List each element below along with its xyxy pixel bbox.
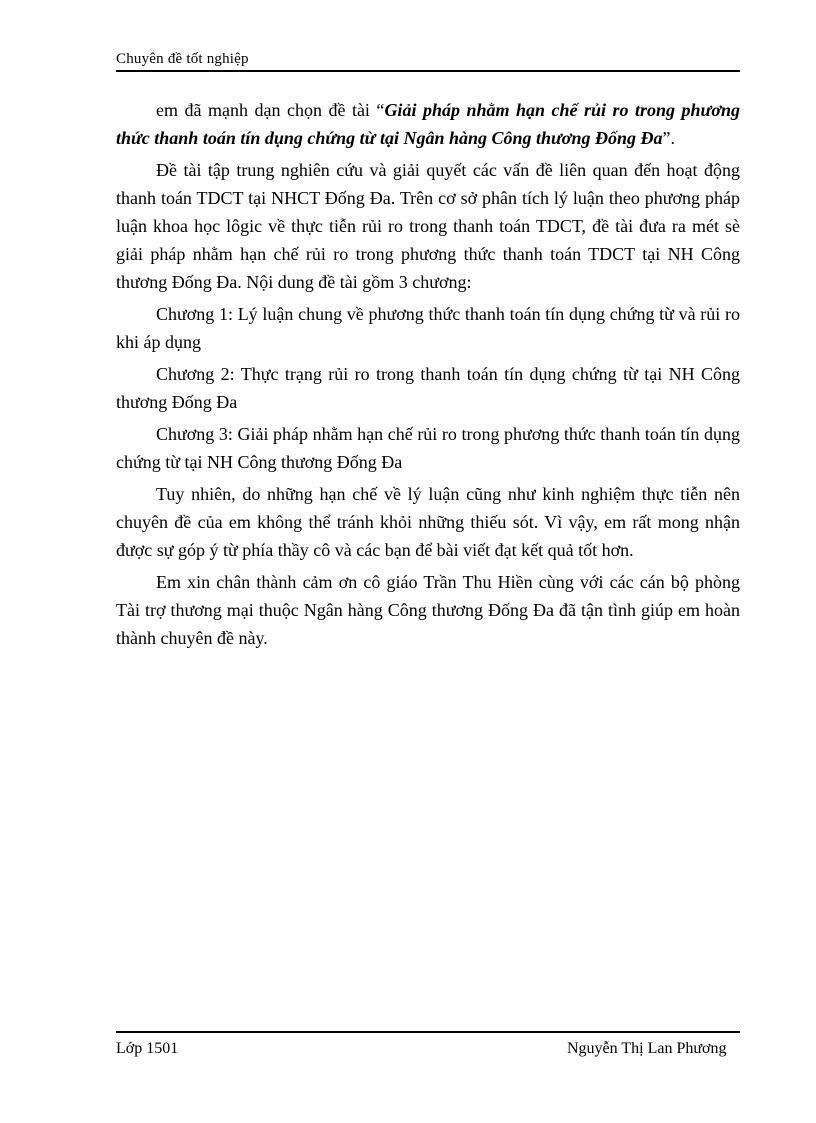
footer-class-label: Lớp 1501: [116, 1040, 179, 1057]
thesis-title: Giải pháp nhằm hạn chế rủi ro trong phương thức thanh toán tín dụng chứng từ tại Ngân hàng Công thương Đống Đa: [116, 100, 740, 148]
intro-text-after: ”.: [662, 128, 675, 148]
paragraph-chapter-1: Chương 1: Lý luận chung về phương thức thanh toán tín dụng chứng từ và rủi ro khi áp dụng: [116, 304, 740, 352]
page-footer: [116, 1031, 740, 1057]
paragraph-chapter-3: Chương 3: Giải pháp nhằm hạn chế rủi ro trong phương thức thanh toán tín dụng chứng từ tại NH Công thương Đống Đa: [116, 424, 740, 472]
header-title: Chuyên đề tốt nghiệp: [116, 51, 249, 67]
footer-author: Nguyễn Thị Lan Phương: [567, 1040, 727, 1057]
paragraph-acknowledgement: Em xin chân thành cảm ơn cô giáo Trần Thu Hiền cùng với các cán bộ phòng Tài trợ thương mại thuộc Ngân hàng Công thương Đống Đa đã tận tình giúp em hoàn thành chuyên đề này.: [116, 572, 740, 648]
page-header: [116, 48, 740, 72]
intro-text-before: em đã mạnh dạn chọn đề tài “: [156, 100, 385, 120]
paragraph-chapter-2: Chương 2: Thực trạng rủi ro trong thanh toán tín dụng chứng từ tại NH Công thương Đống Đa: [116, 364, 740, 412]
footer-author-block: [116, 1038, 740, 1060]
paragraph-overview: Đề tài tập trung nghiên cứu và giải quyết các vấn đề liên quan đến hoạt động thanh toán TDCT tại NHCT Đống Đa. Trên cơ sở phân tích lý luận theo phương pháp luận khoa học lôgic về thực tiễn rủi ro trong thanh toán TDCT, đề tài đưa ra mét sè giải pháp nhằm hạn chế rủi ro trong phương thức thanh toán TDCT tại NH Công thương Đống Đa. Nội dung đề tài gồm 3 chương:: [116, 160, 740, 292]
document-body: [116, 96, 740, 656]
paragraph-limitations: Tuy nhiên, do những hạn chế về lý luận cũng như kinh nghiệm thực tiễn nên chuyên đề của em không thể tránh khỏi những thiếu sót. Vì vậy, em rất mong nhận được sự góp ý từ phía thầy cô và các bạn để bài viết đạt kết quả tốt hơn.: [116, 484, 740, 560]
intro-paragraph: [116, 96, 740, 152]
